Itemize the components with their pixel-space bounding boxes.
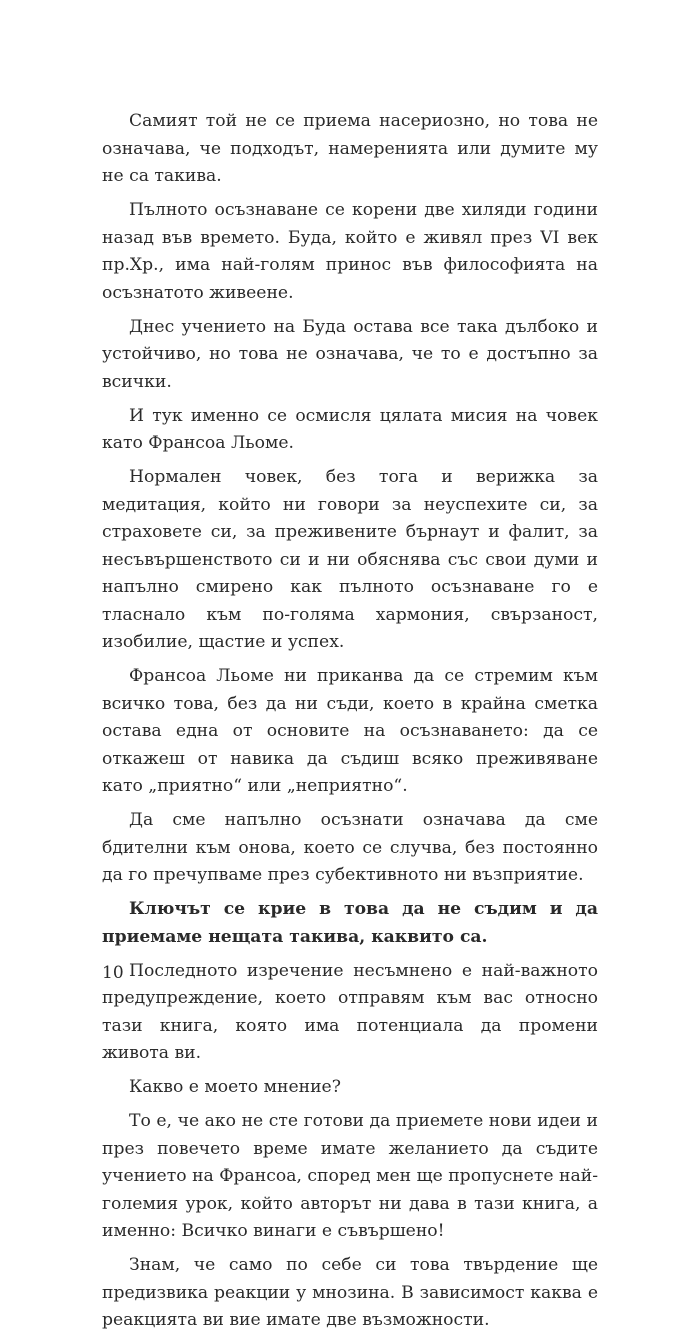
body-text	[102, 108, 598, 1341]
paragraph-5: Нормален човек, без тога и верижка за медитация, който ни говори за неуспехите си, за страховете си, за преживените бърнаут и фалит, за несъвършенството си и ни обяснява със свои думи и напълно смирено как пълното осъзнаване го е тласнало към по-голяма хармония, свързаност, изобилие, щастие и успех.	[102, 467, 598, 652]
paragraph-2: Пълното осъзнаване се корени две хиляди години назад във времето. Буда, който е живял през VI век пр.Хр., има най-голям принос във философията на осъзнатото живеене.	[102, 200, 598, 303]
paragraph-3: Днес учението на Буда остава все така дълбоко и устойчиво, но това не означава, че то е достъпно за всички.	[102, 316, 598, 392]
paragraph-11: То е, че ако не сте готови да приемете нови идеи и през повечето време имате желанието да съдите учението на Франсоа, според мен ще пропуснете най-големия урок, който авторът ни дава в тази книга, а именно: Всичко винаги е съвършено!	[102, 1111, 598, 1241]
paragraph-1: Самият той не се приема насериозно, но това не означава, че подходът, намеренията или думите му не са такива.	[102, 111, 598, 186]
paragraph-12: Знам, че само по себе си това твърдение ще предизвика реакции у мнозина. В зависимост каква е реакцията ви вие имате две възможности.	[102, 1255, 598, 1330]
paragraph-6: Франсоа Льоме ни приканва да се стремим към всичко това, без да ни съди, което в крайна сметка остава една от основите на осъзнаването: да се откажеш от навика да съдиш всяко преживяване като „приятно“ или „неприятно“.	[102, 666, 598, 796]
paragraph-7: Да сме напълно осъзнати означава да сме бдителни към онова, което се случва, без постоянно да го пречупваме през субективното ни възприятие.	[102, 810, 598, 885]
paragraph-9: Последното изречение несъмнено е най-важното предупреждение, което отправям към вас относно тази книга, която има потенциала да промени живота ви.	[102, 960, 598, 1063]
paragraph-4: И тук именно се осмисля цялата мисия на човек като Франсоа Льоме.	[102, 405, 598, 453]
paragraph-10: Какво е моето мнение?	[129, 1077, 341, 1097]
page-number: 10	[102, 963, 124, 983]
bold-key-statement: Ключът се крие в това да не съдим и да приемаме нещата такива, каквито са.	[102, 899, 598, 947]
